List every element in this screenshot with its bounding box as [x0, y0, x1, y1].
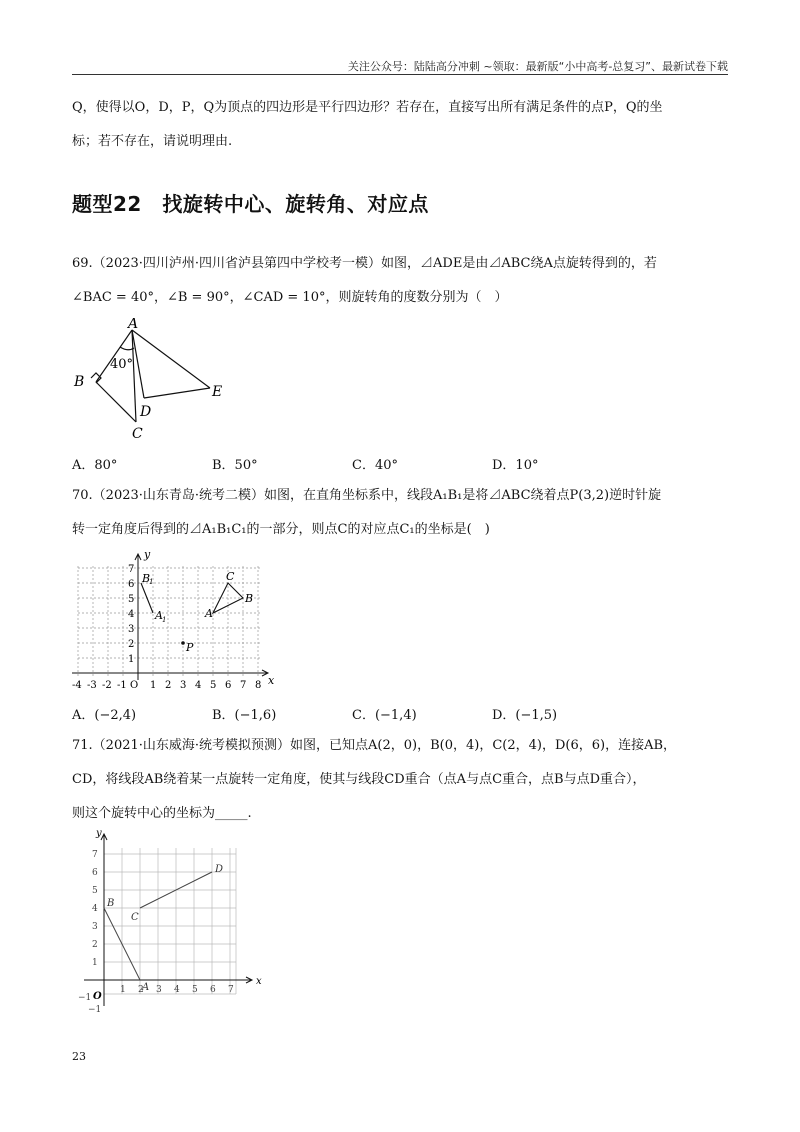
- q70-label-A1-sub: 1: [162, 616, 167, 624]
- q70-xtick-8: 8: [255, 680, 262, 691]
- q70-xtick-m4: -4: [72, 680, 82, 691]
- q69-line-2: ∠BAC = 40°，∠B = 90°，∠CAD = 10°，则旋转角的度数分别为（ ）: [72, 290, 508, 305]
- q69-label-B: B: [74, 374, 85, 390]
- q71-xtick-neg: −1: [78, 993, 92, 1003]
- q70-xtick-4: 4: [195, 680, 202, 691]
- q70-option-c[interactable]: C．(−1,4): [352, 708, 417, 723]
- q70-option-b[interactable]: B．(−1,6): [212, 708, 277, 723]
- q71-ytick-1: 1: [92, 958, 98, 968]
- q71-origin: O: [93, 991, 102, 1002]
- q71-y-label: y: [96, 828, 102, 839]
- q71-ytick-4: 4: [92, 904, 98, 914]
- q71-line-3: 则这个旋转中心的坐标为_____.: [72, 806, 252, 821]
- q71-label-A: A: [142, 982, 150, 993]
- q69-option-d[interactable]: D．10°: [492, 458, 539, 473]
- q71-ytick-3: 3: [92, 922, 98, 932]
- q69-option-a[interactable]: A．80°: [72, 458, 118, 473]
- q70-ytick-5: 5: [128, 594, 135, 605]
- q70-ytick-6: 6: [128, 579, 135, 590]
- q69-options: [72, 454, 732, 473]
- q69-label-A: A: [128, 318, 139, 332]
- q70-xtick-7: 7: [240, 680, 247, 691]
- q71-xtick-7: 7: [228, 985, 234, 995]
- q71-label-B: B: [107, 898, 115, 909]
- q70-ytick-3: 3: [128, 624, 135, 635]
- q70-figure: [72, 548, 282, 694]
- q71-ytick-6: 6: [92, 868, 98, 878]
- q71-line-2: CD，将线段AB绕着某一点旋转一定角度，使其与线段CD重合（点A与点C重合，点B与点D重合），: [72, 772, 646, 787]
- q70-label-P: P: [186, 641, 194, 654]
- q70-label-C: C: [226, 570, 235, 583]
- section-title: 题型22 找旋转中心、旋转角、对应点: [72, 192, 429, 216]
- q71-line-1: 71.（2021·山东威海·统考模拟预测）如图，已知点A(2，0)，B(0，4)，C(2，4)，D(6，6)，连接AB，: [72, 738, 677, 753]
- intro-line-1: Q，使得以O，D，P，Q为顶点的四边形是平行四边形？若存在，直接写出所有满足条件的点P，Q的坐: [72, 100, 663, 115]
- q71-figure: [72, 828, 272, 1024]
- q71-xtick-3: 3: [156, 985, 162, 995]
- q69-label-angle: 40°: [110, 357, 134, 372]
- q71-ytick-7: 7: [92, 850, 98, 860]
- q71-xtick-5: 5: [192, 985, 198, 995]
- q71-label-C: C: [131, 912, 139, 923]
- q70-xtick-m1: -1: [117, 680, 127, 691]
- q69-label-E: E: [212, 384, 223, 400]
- q70-line-2: 转一定角度后得到的⊿A₁B₁C₁的一部分，则点C的对应点C₁的坐标是( ): [72, 522, 490, 537]
- q71-xtick-6: 6: [210, 985, 216, 995]
- q71-ytick-5: 5: [92, 886, 98, 896]
- header-rule: [72, 74, 728, 75]
- q70-label-A: A: [205, 607, 213, 620]
- q70-xtick-1: 1: [150, 680, 157, 691]
- q70-label-B: B: [245, 592, 254, 605]
- q71-ytick-2: 2: [92, 940, 98, 950]
- q71-xtick-4: 4: [174, 985, 180, 995]
- q70-xtick-5: 5: [210, 680, 217, 691]
- q71-xtick-1: 1: [120, 985, 126, 995]
- q70-option-a[interactable]: A．(−2,4): [72, 708, 137, 723]
- q69-figure: [72, 318, 252, 442]
- q70-label-A1: A: [155, 609, 163, 622]
- q71-ytick-neg: −1: [88, 1005, 102, 1015]
- q69-label-D: D: [140, 404, 152, 420]
- q71-x-label: x: [256, 976, 262, 987]
- q69-option-c[interactable]: C．40°: [352, 458, 398, 473]
- q70-xtick-2: 2: [165, 680, 172, 691]
- q70-ytick-7: 7: [128, 564, 135, 575]
- q71-xtick-2: 2: [138, 985, 144, 995]
- q70-x-label: x: [268, 674, 275, 687]
- q70-label-B1: B: [142, 572, 151, 585]
- intro-line-2: 标；若不存在，请说明理由.: [72, 134, 233, 149]
- q69-line-1: 69.（2023·四川泸州·四川省泸县第四中学校考一模）如图，⊿ADE是由⊿ABC绕A点旋转得到的，若: [72, 256, 657, 271]
- q70-options: [72, 704, 732, 723]
- q70-line-1: 70.（2023·山东青岛·统考二模）如图，在直角坐标系中，线段A₁B₁是将⊿ABC绕着点P(3,2)逆时针旋: [72, 488, 662, 503]
- q70-ytick-1: 1: [128, 654, 135, 665]
- q70-xtick-6: 6: [225, 680, 232, 691]
- q70-y-label: y: [144, 548, 151, 561]
- q70-xtick-m2: -2: [102, 680, 112, 691]
- page-header: 关注公众号：陆陆高分冲刺 ~领取：最新版“小中高考-总复习”、最新试卷下载: [347, 60, 728, 73]
- q70-xtick-m3: -3: [87, 680, 97, 691]
- q70-option-d[interactable]: D．(−1,5): [492, 708, 558, 723]
- q69-option-b[interactable]: B．50°: [212, 458, 258, 473]
- q70-ytick-4: 4: [128, 609, 135, 620]
- q71-label-D: D: [215, 864, 224, 875]
- q70-xtick-3: 3: [180, 680, 187, 691]
- page-number: 23: [72, 1050, 86, 1063]
- q70-origin: O: [130, 680, 139, 691]
- q70-label-B1-sub: 1: [149, 578, 154, 586]
- q69-label-C: C: [132, 426, 143, 442]
- q70-ytick-2: 2: [128, 639, 135, 650]
